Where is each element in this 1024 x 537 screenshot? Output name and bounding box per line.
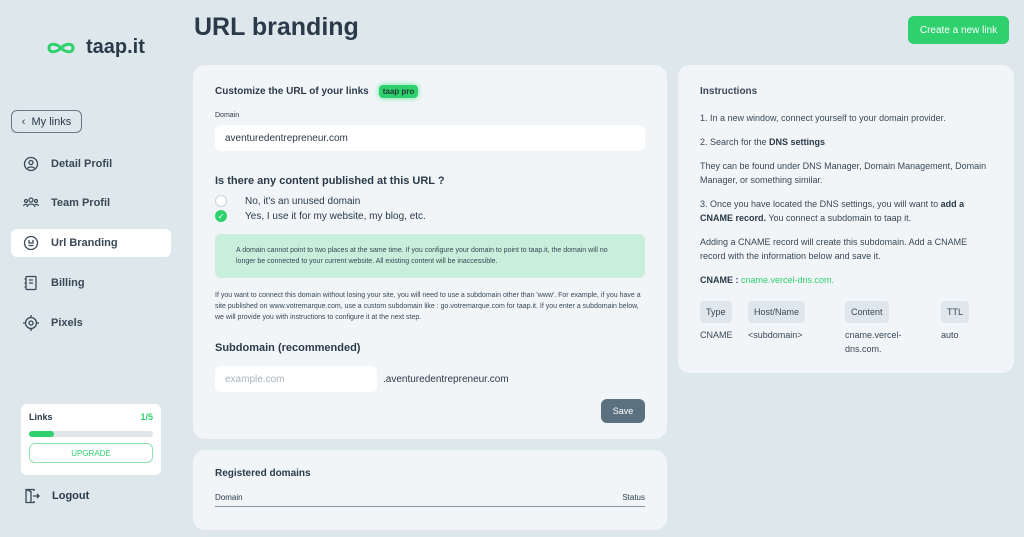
cell-content: cname.vercel-dns.com.: [845, 330, 902, 354]
chevron-left-icon: ‹: [21, 115, 26, 128]
cname-value[interactable]: cname.vercel-dns.com.: [741, 275, 835, 285]
user-circle-icon: [23, 156, 39, 172]
infinity-logo-icon: [46, 41, 76, 55]
step-1: 1. In a new window, connect yourself to your domain provider.: [700, 113, 946, 123]
step-3-suffix: You connect a subdomain to taap it.: [766, 213, 912, 223]
quota-count: 1/5: [140, 412, 153, 422]
header-type: Type: [700, 301, 732, 323]
domains-table-header: [215, 493, 645, 507]
radio-label: Yes, I use it for my website, my blog, etc.: [245, 210, 426, 222]
save-button[interactable]: Save: [601, 399, 645, 423]
upgrade-button[interactable]: UPGRADE: [29, 443, 153, 463]
pro-badge: taap pro: [379, 85, 419, 98]
url-branding-icon: [23, 235, 39, 251]
radio-label: No, it's an unused domain: [245, 195, 361, 207]
subdomain-suffix: .aventuredentrepreneur.com: [383, 373, 509, 385]
step-2-note: They can be found under DNS Manager, Domain Management, Domain Manager, or something similar.: [700, 161, 987, 185]
cell-ttl: auto: [941, 330, 959, 340]
sidebar-item-team-profil[interactable]: [11, 189, 171, 217]
logo[interactable]: [46, 36, 145, 59]
cell-type: CNAME: [700, 330, 733, 340]
sidebar-item-label: Pixels: [51, 317, 83, 329]
my-links-label: My links: [31, 115, 72, 128]
sidebar-item-label: Url Branding: [51, 237, 118, 249]
domain-input[interactable]: aventuredentrepreneur.com: [215, 125, 645, 151]
sidebar-item-billing[interactable]: [11, 269, 171, 297]
team-icon: [23, 195, 39, 211]
radio-circle-icon: [215, 195, 227, 207]
step-3-bold: add a CNAME record.: [700, 199, 965, 223]
radio-unused-domain[interactable]: [215, 195, 645, 207]
page-title: URL branding: [194, 13, 359, 41]
subdomain-input[interactable]: example.com: [215, 366, 377, 392]
my-links-button[interactable]: [11, 110, 82, 133]
sidebar-item-label: Team Profil: [51, 197, 111, 209]
subdomain-info: If you want to connect this domain without losing your site, you will need to use a subdomain other than 'www'. For example, if you have a site published on www.votremarque.com, use a custom subdomain like : go.votremarque.com for taap.it. If you enter a subdomain below, we will provide you with instructions to configure it at the next step.: [215, 292, 641, 321]
links-quota-card: [21, 404, 161, 475]
subdomain-title: Subdomain (recommended): [215, 342, 361, 354]
step-2: [700, 135, 992, 149]
instructions-card: [678, 65, 1014, 373]
cname-line: [700, 273, 992, 287]
brand-name: taap.it: [86, 36, 145, 58]
header-ttl: TTL: [941, 301, 969, 323]
cname-label: CNAME :: [700, 275, 741, 285]
domain-label: Domain: [215, 112, 240, 119]
sidebar-item-label: Detail Profil: [51, 158, 113, 170]
logout-label: Logout: [52, 490, 90, 502]
header-host: Host/Name: [748, 301, 805, 323]
customize-url-card: [193, 65, 667, 439]
logout-button[interactable]: [24, 488, 89, 504]
sidebar-item-detail-profil[interactable]: [11, 150, 171, 178]
radio-used-domain[interactable]: [215, 210, 645, 222]
instructions-title: Instructions: [700, 86, 758, 97]
dns-record-table: [700, 301, 992, 356]
column-domain: Domain: [215, 493, 243, 502]
content-question: Is there any content published at this URL ?: [215, 175, 445, 187]
quota-progress-bar: [29, 431, 153, 437]
card-title: Customize the URL of your links: [215, 86, 369, 97]
quota-progress-fill: [29, 431, 54, 437]
registered-domains-card: [193, 450, 667, 530]
target-icon: [23, 315, 39, 331]
sidebar-item-url-branding[interactable]: [11, 229, 171, 257]
sidebar-item-label: Billing: [51, 277, 85, 289]
sidebar-item-pixels[interactable]: [11, 309, 171, 337]
registered-title: Registered domains: [215, 468, 311, 479]
step-3: [700, 197, 992, 225]
check-circle-icon: ✓: [215, 210, 227, 222]
cell-host: <subdomain>: [748, 330, 803, 340]
adding-note: Adding a CNAME record will create this subdomain. Add a CNAME record with the information below and save it.: [700, 237, 968, 261]
warning-alert: A domain cannot point to two places at the same time. If you configure your domain to point to taap.it, the domain will no longer be connected to your current website. All existing content will be inaccessible.: [215, 234, 645, 278]
header-content: Content: [845, 301, 889, 323]
notebook-icon: [23, 275, 39, 291]
create-link-button[interactable]: Create a new link: [908, 16, 1009, 44]
column-status: Status: [622, 493, 645, 502]
quota-label: Links: [29, 412, 53, 422]
logout-icon: [24, 488, 40, 504]
step-2-bold: DNS settings: [769, 137, 826, 147]
step-2-text: 2. Search for the: [700, 137, 770, 147]
step-3-text: 3. Once you have located the DNS settings, you will want to: [700, 199, 941, 209]
